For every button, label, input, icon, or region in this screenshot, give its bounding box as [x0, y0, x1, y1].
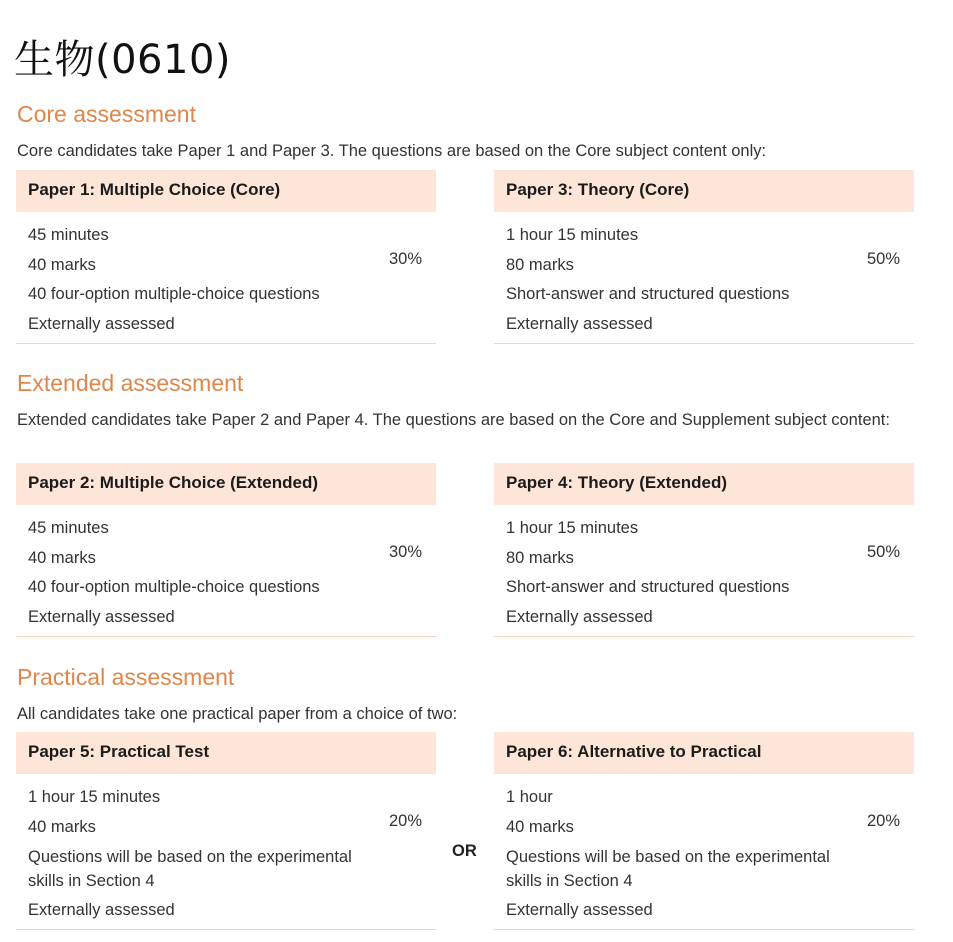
paper-1-duration: 45 minutes — [28, 226, 109, 244]
core-intro: Core candidates take Paper 1 and Paper 3. The questions are based on the Core subject content only: — [17, 142, 767, 160]
paper-5-format-line-2: skills in Section 4 — [28, 872, 155, 890]
paper-4-details — [494, 505, 914, 637]
page-title: 生物(0610) — [14, 37, 232, 83]
paper-4-duration: 1 hour 15 minutes — [506, 519, 639, 537]
paper-3-format: Short-answer and structured questions — [506, 285, 790, 303]
paper-3-marks: 80 marks — [506, 255, 574, 274]
paper-6-assessment: Externally assessed — [506, 901, 653, 919]
paper-1-format: 40 four-option multiple-choice questions — [28, 285, 320, 303]
paper-3-assessment: Externally assessed — [506, 314, 653, 333]
paper-2-weight: 30% — [388, 543, 422, 561]
paper-5-format-line-1: Questions will be based on the experimental — [28, 848, 352, 866]
core-heading: Core assessment — [17, 101, 196, 127]
paper-6-duration: 1 hour — [506, 788, 553, 806]
paper-2-card — [16, 463, 436, 637]
paper-5-details — [16, 774, 436, 930]
paper-4-format: Short-answer and structured questions — [506, 578, 790, 596]
paper-4-assessment: Externally assessed — [506, 607, 653, 626]
paper-2-details — [16, 505, 436, 637]
paper-5-format — [28, 842, 424, 896]
paper-3-title: Paper 3: Theory (Core) — [494, 170, 914, 212]
paper-3-details — [494, 212, 914, 344]
paper-3-card — [494, 170, 914, 344]
paper-2-duration: 45 minutes — [28, 519, 109, 537]
paper-5-title: Paper 5: Practical Test — [16, 732, 436, 774]
paper-3-duration: 1 hour 15 minutes — [506, 226, 639, 244]
paper-6-details — [494, 774, 914, 930]
paper-1-title: Paper 1: Multiple Choice (Core) — [16, 170, 436, 212]
paper-2-format: 40 four-option multiple-choice questions — [28, 578, 320, 596]
paper-5-assessment: Externally assessed — [28, 901, 175, 919]
paper-4-card — [494, 463, 914, 637]
paper-6-marks: 40 marks — [506, 817, 574, 836]
paper-2-assessment: Externally assessed — [28, 607, 175, 626]
practical-intro: All candidates take one practical paper from a choice of two: — [17, 705, 458, 723]
paper-1-card — [16, 170, 436, 344]
paper-1-details — [16, 212, 436, 344]
extended-intro: Extended candidates take Paper 2 and Paper 4. The questions are based on the Core and Supplement subject content: — [17, 411, 890, 429]
paper-2-title: Paper 2: Multiple Choice (Extended) — [16, 463, 436, 505]
paper-4-title: Paper 4: Theory (Extended) — [494, 463, 914, 505]
extended-heading: Extended assessment — [17, 370, 244, 396]
paper-2-marks: 40 marks — [28, 548, 96, 567]
paper-6-title: Paper 6: Alternative to Practical — [494, 732, 914, 774]
paper-5-weight: 20% — [388, 812, 422, 830]
or-label: OR — [452, 842, 477, 860]
paper-5-marks: 40 marks — [28, 817, 96, 836]
paper-1-weight: 30% — [388, 250, 422, 268]
paper-4-marks: 80 marks — [506, 548, 574, 567]
paper-6-weight: 20% — [866, 812, 900, 830]
paper-3-weight: 50% — [866, 250, 900, 268]
paper-1-assessment: Externally assessed — [28, 314, 175, 333]
paper-6-card — [494, 732, 914, 930]
paper-6-format — [506, 842, 902, 896]
paper-4-weight: 50% — [866, 543, 900, 561]
practical-heading: Practical assessment — [17, 664, 235, 690]
paper-6-format-line-1: Questions will be based on the experimental — [506, 848, 830, 866]
paper-1-marks: 40 marks — [28, 255, 96, 274]
paper-5-duration: 1 hour 15 minutes — [28, 788, 161, 806]
paper-5-card — [16, 732, 436, 930]
paper-6-format-line-2: skills in Section 4 — [506, 872, 633, 890]
